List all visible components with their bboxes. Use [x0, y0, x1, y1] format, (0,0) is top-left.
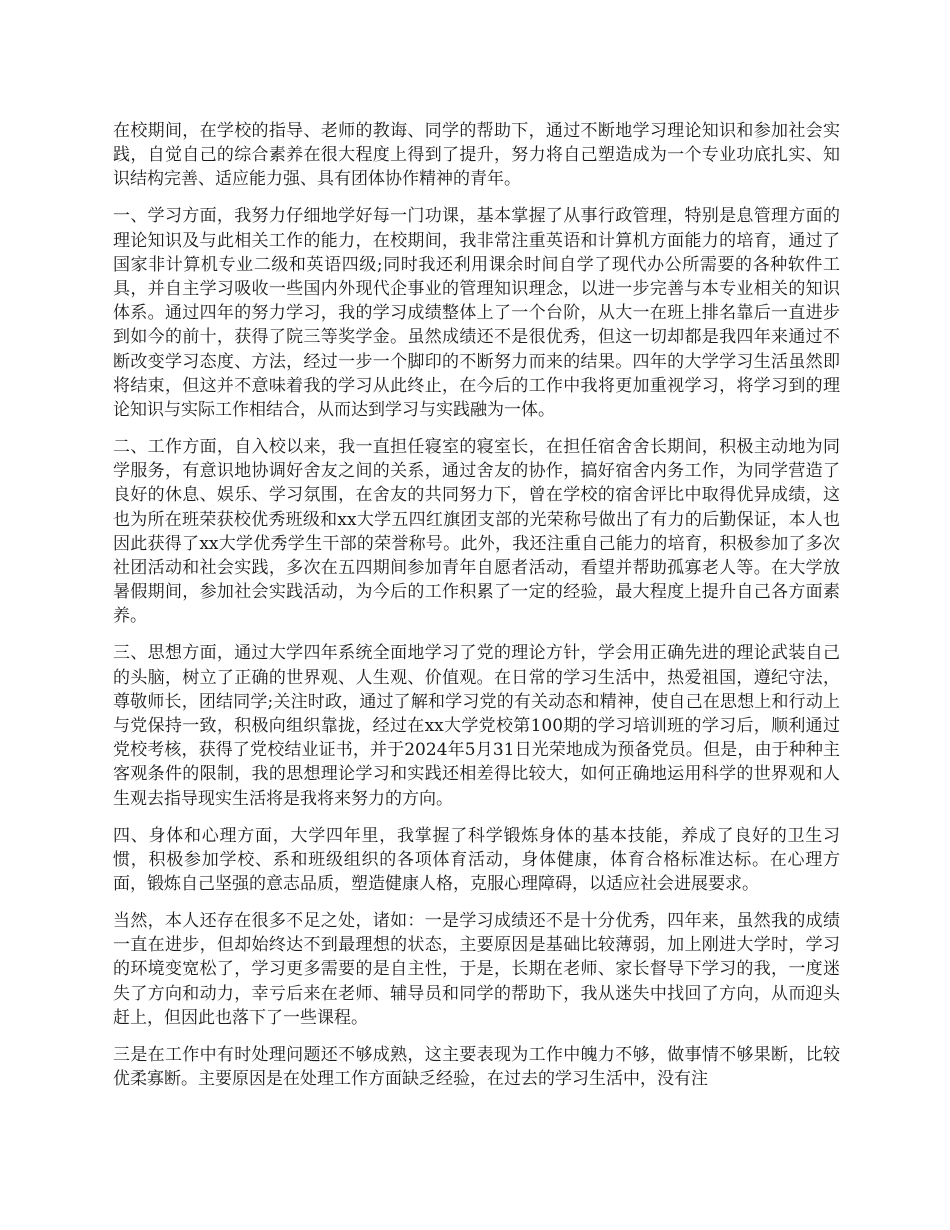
document-body	[113, 119, 840, 1104]
paragraph-intro: 在校期间，在学校的指导、老师的教诲、同学的帮助下，通过不断地学习理论知识和参加社会实践，自觉自己的综合素养在很大程度上得到了提升，努力将自己塑造成为一个专业功底扎实、知识结构完善、适应能力强、具有团体协作精神的青年。	[113, 121, 840, 190]
paragraph-shortcomings: 当然，本人还存在很多不足之处，诸如：一是学习成绩还不是十分优秀，四年来，虽然我的成绩一直在进步，但却始终达不到最理想的状态，主要原因是基础比较薄弱，加上刚进大学时，学习的环境变宽松了，学习更多需要的是自主性，于是，长期在老师、家长督导下学习的我，一度迷失了方向和动力，幸亏后来在老师、辅导员和同学的帮助下，我从迷失中找回了方向，从而迎头赶上，但因此也落下了一些课程。	[113, 911, 840, 1028]
paragraph-health: 四、身体和心理方面，大学四年里，我掌握了科学锻炼身体的基本技能，养成了良好的卫生习惯，积极参加学校、系和班级组织的各项体育活动，身体健康，体育合格标准达标。在心理方面，锻炼自己坚强的意志品质，塑造健康人格，克服心理障碍，以适应社会进展要求。	[113, 825, 840, 895]
paragraph-work: 二、工作方面，自入校以来，我一直担任寝室的寝室长，在担任宿舍舍长期间，积极主动地为同学服务，有意识地协调好舍友之间的关系，通过舍友的协作，搞好宿舍内务工作，为同学营造了良好的休息、娱乐、学习氛围，在舍友的共同努力下，曾在学校的宿舍评比中取得优异成绩，这也为所在班荣获校优秀班级和xx大学五四红旗团支部的光荣称号做出了有力的后勤保证，本人也因此获得了xx大学优秀学生干部的荣誉称号。此外，我还注重自己能力的培育，积极参加了多次社团活动和社会实践，多次在五四期间参加青年自愿者活动，看望并帮助孤寡老人等。在大学放暑假期间，参加社会实践活动，为今后的工作积累了一定的经验，最大程度上提升自己各方面素养。	[113, 437, 840, 627]
paragraph-study: 一、学习方面，我努力仔细地学好每一门功课，基本掌握了从事行政管理，特别是息管理方面的理论知识及与此相关工作的能力，在校期间，我非常注重英语和计算机方面能力的培育，通过了国家非计算机专业二级和英语四级;同时我还利用课余时间自学了现代办公所需要的各种软件工具，并自主学习吸收一些国内外现代企事业的管理知识理念，以进一步完善与本专业相关的知识体系。通过四年的努力学习，我的学习成绩整体上了一个台阶，从大一在班上排名靠后一直进步到如今的前十，获得了院三等奖学金。虽然成绩还不是很优秀，但这一切却都是我四年来通过不断改变学习态度、方法，经过一步一个脚印的不断努力而来的结果。四年的大学学习生活虽然即将结束，但这并不意味着我的学习从此终止，在今后的工作中我将更加重视学习，将学习到的理论知识与实际工作相结合，从而达到学习与实践融为一体。	[113, 206, 840, 421]
paragraph-thought: 三、思想方面，通过大学四年系统全面地学习了党的理论方针，学会用正确先进的理论武装自己的头脑，树立了正确的世界观、人生观、价值观。在日常的学习生活中，热爱祖国，遵纪守法，尊敬师长，团结同学;关注时政，通过了解和学习党的有关动态和精神，使自己在思想上和行动上与党保持一致，积极向组织靠拢，经过在xx大学党校第100期的学习培训班的学习后，顺利通过党校考核，获得了党校结业证书，并于2024年5月31日光荣地成为预备党员。但是，由于种种主客观条件的限制，我的思想理论学习和实践还相差得比较大，如何正确地运用科学的世界观和人生观去指导现实生活将是我将来努力的方向。	[113, 643, 840, 809]
paragraph-work-issues: 三是在工作中有时处理问题还不够成熟，这主要表现为工作中魄力不够，做事情不够果断，比较优柔寡断。主要原因是在处理工作方面缺乏经验，在过去的学习生活中，没有注	[113, 1044, 840, 1090]
